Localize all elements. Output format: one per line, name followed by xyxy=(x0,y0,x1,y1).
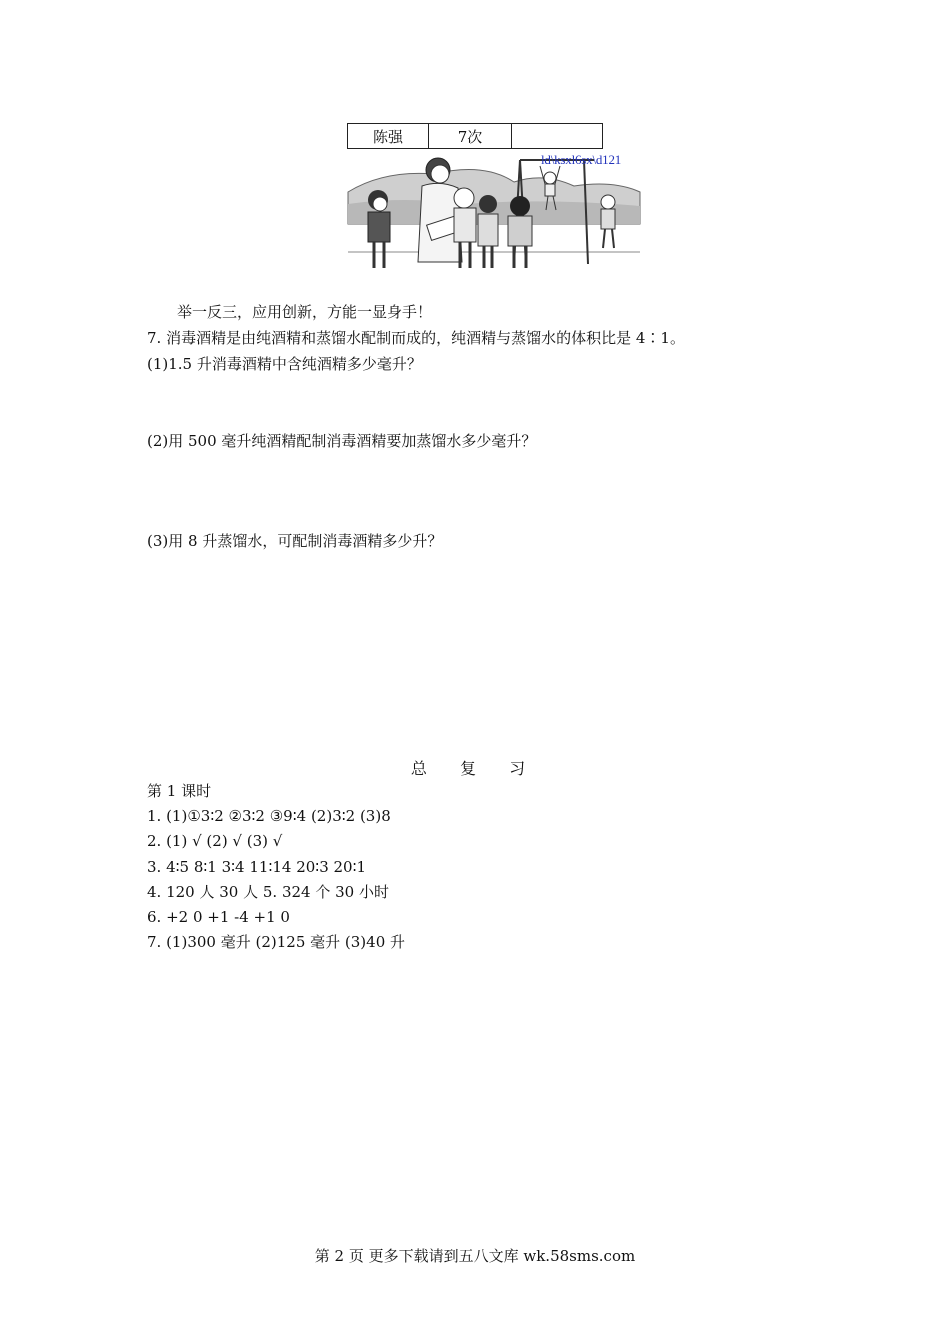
intro-text: 举一反三，应用创新，方能一显身手！ xyxy=(177,303,433,321)
answer-line: 4. 120 人 30 人 5. 324 个 30 小时 xyxy=(147,883,389,901)
answers-title: 总 复 习 xyxy=(410,759,540,778)
table-row xyxy=(348,124,603,149)
count-cell: 7次 xyxy=(429,124,512,149)
score-table xyxy=(347,123,603,149)
blank-cell xyxy=(512,124,603,149)
name-cell: 陈强 xyxy=(348,124,429,149)
answer-line: 6. +2 0 +1 -4 +1 0 xyxy=(147,908,290,926)
illustration-link-text: ld\ksxl6sx\d121 xyxy=(541,152,622,167)
page-footer: 第 2 页 更多下载请到五八文库 wk.58sms.com xyxy=(314,1247,636,1265)
question-2: (2)用 500 毫升纯酒精配制消毒酒精要加蒸馏水多少毫升？ xyxy=(147,432,537,450)
playground-illustration xyxy=(344,152,644,272)
answer-line: 1. (1)①3∶2 ②3∶2 ③9∶4 (2)3∶2 (3)8 xyxy=(147,807,391,825)
question-1: (1)1.5 升消毒酒精中含纯酒精多少毫升？ xyxy=(147,355,422,373)
problem-stem: 7. 消毒酒精是由纯酒精和蒸馏水配制而成的，纯酒精与蒸馏水的体积比是 4∶1。 xyxy=(147,329,685,347)
answer-line: 3. 4∶5 8∶1 3∶4 11∶14 20∶3 20∶1 xyxy=(147,858,367,876)
lesson-label: 第 1 课时 xyxy=(147,782,212,800)
question-3: (3)用 8 升蒸馏水，可配制消毒酒精多少升？ xyxy=(147,532,443,550)
answer-line: 2. (1) √ (2) √ (3) √ xyxy=(147,832,283,850)
answer-line: 7. (1)300 毫升 (2)125 毫升 (3)40 升 xyxy=(147,933,406,951)
